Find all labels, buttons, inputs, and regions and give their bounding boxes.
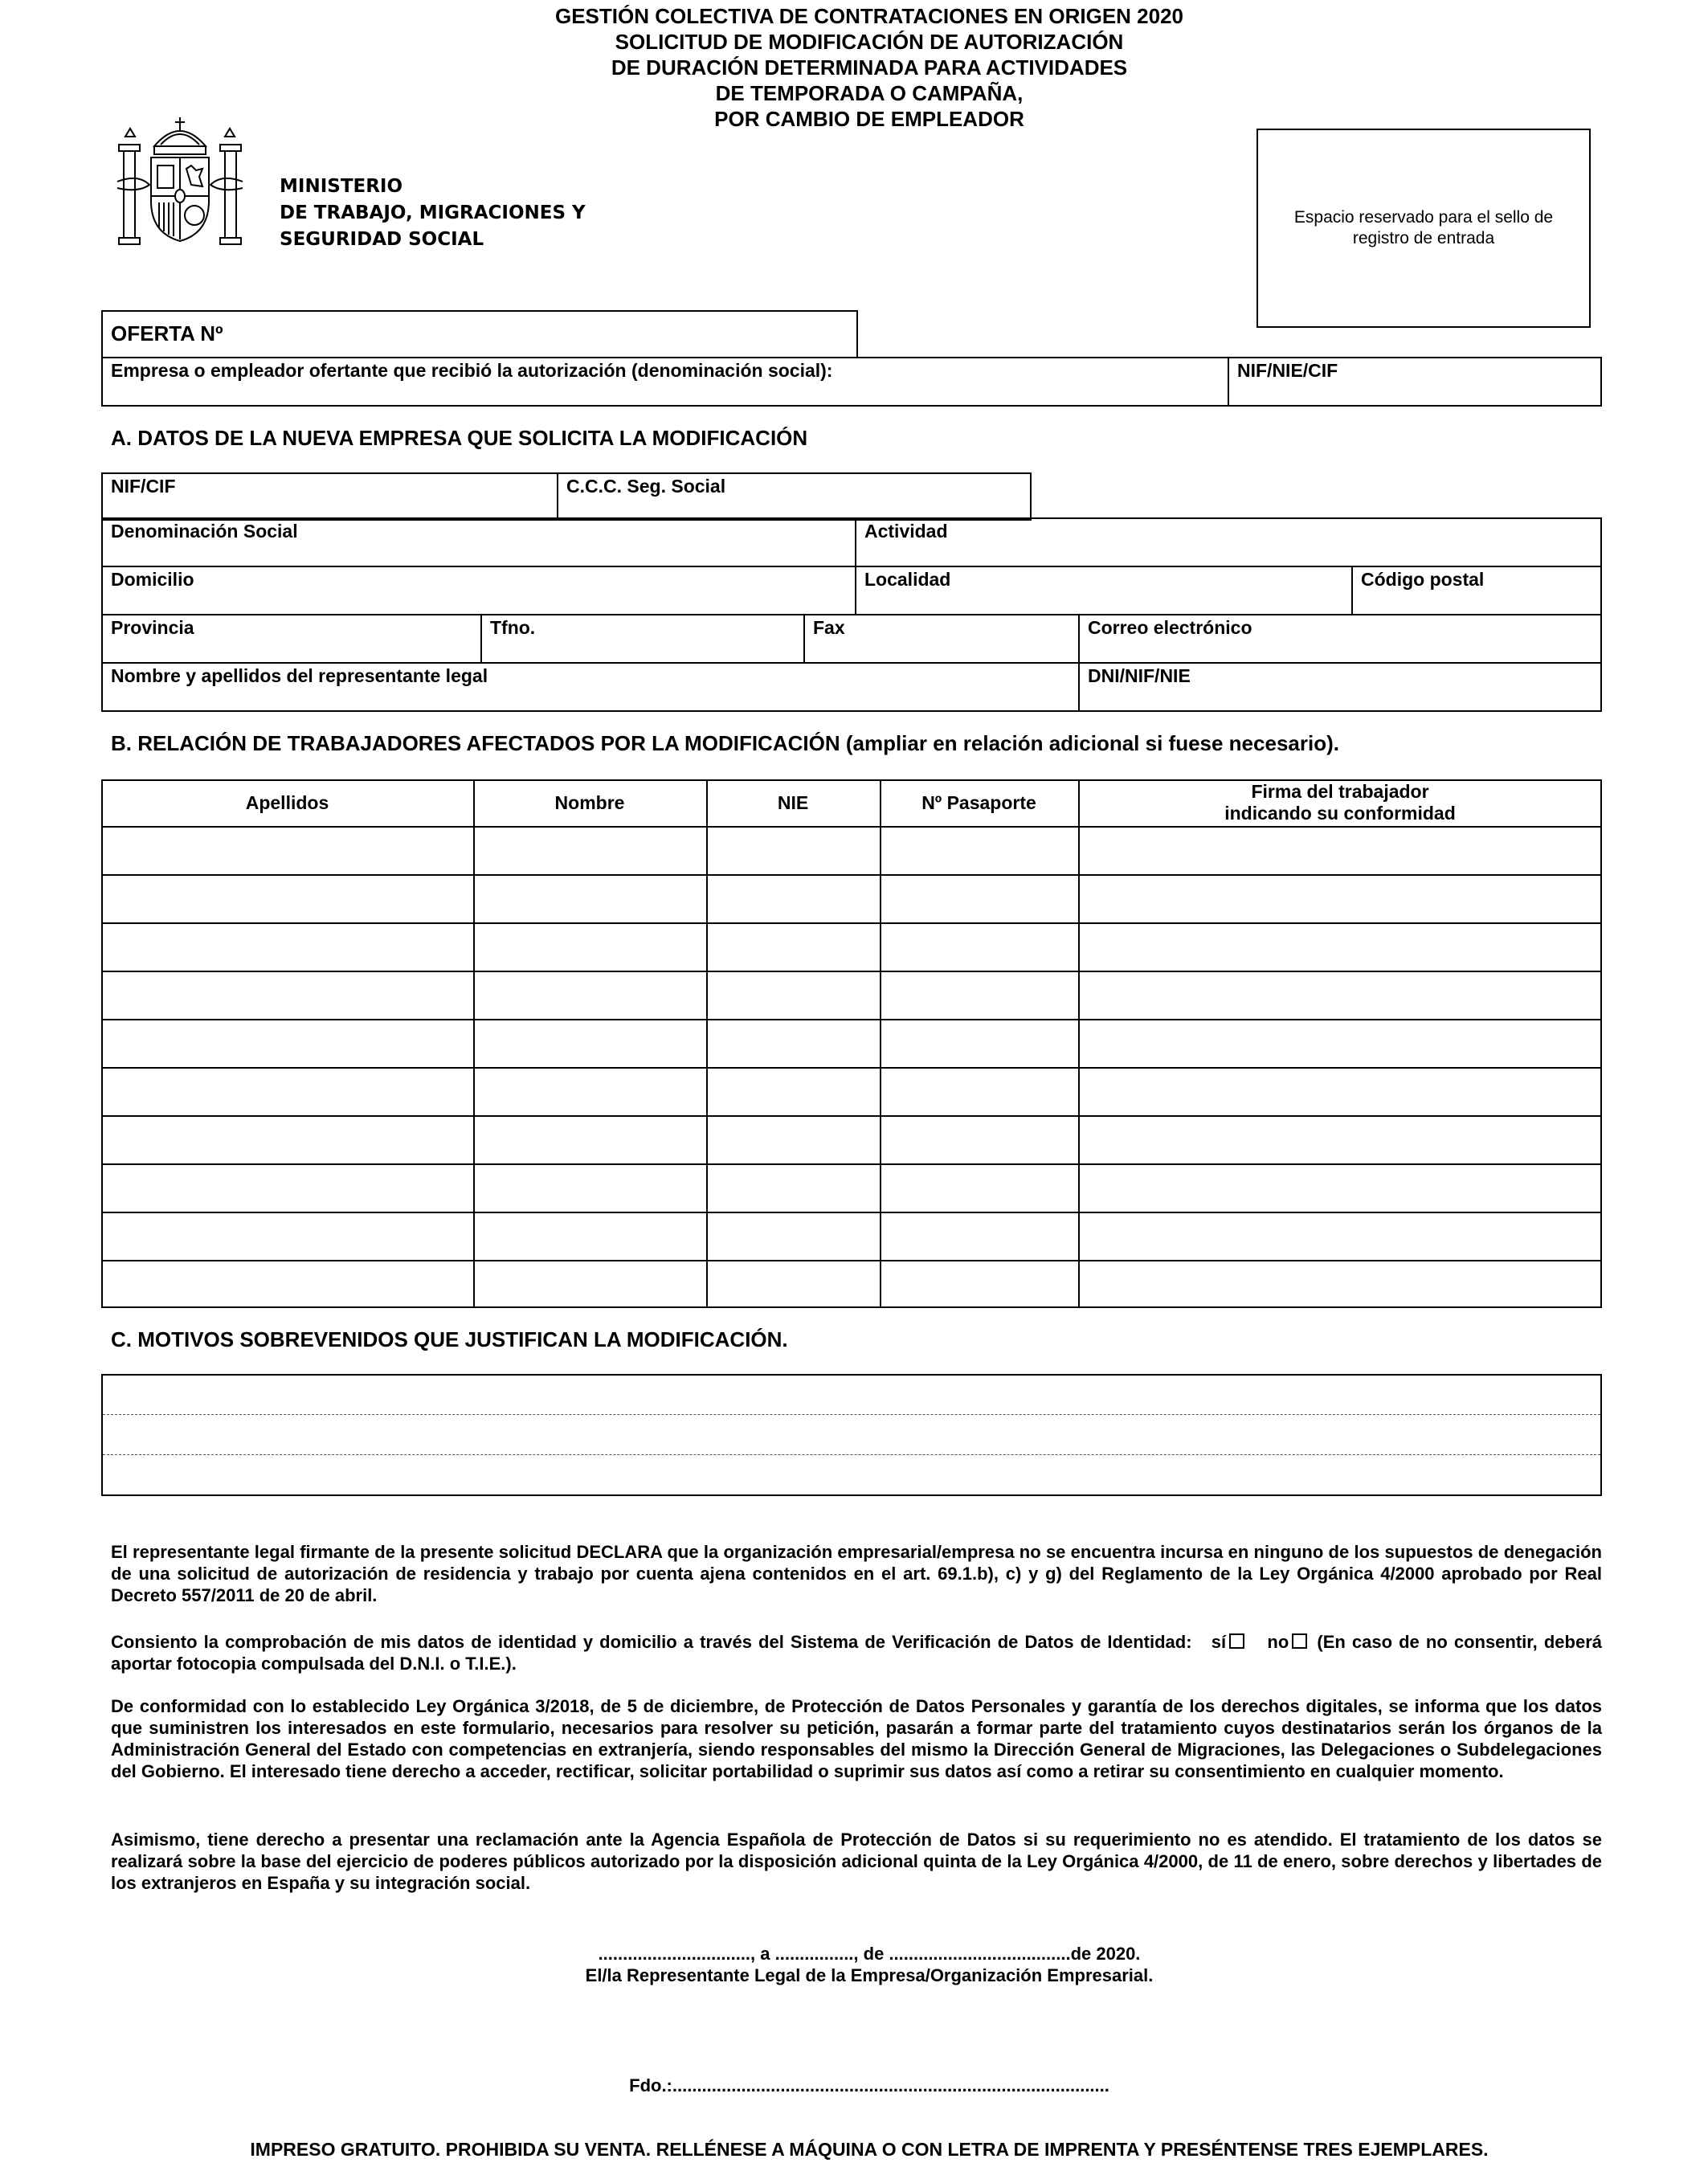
oferta-label: OFERTA Nº [111, 321, 223, 345]
ministry-line: DE TRABAJO, MIGRACIONES Y [280, 202, 586, 223]
title-line: DE TEMPORADA O CAMPAÑA, [715, 81, 1024, 105]
table-row[interactable] [101, 922, 1602, 972]
ccc-label: C.C.C. Seg. Social [566, 476, 726, 497]
section-b-title [111, 731, 1339, 755]
signature-line[interactable]: Fdo.:......................................................................................... [629, 2075, 1109, 2095]
table-row[interactable] [101, 874, 1602, 924]
section-b-heading: B. RELACIÓN DE TRABAJADORES AFECTADOS POR LA MODIFICACIÓN [111, 731, 840, 755]
title-line: POR CAMBIO DE EMPLEADOR [714, 107, 1024, 131]
fax-label: Fax [813, 617, 845, 638]
table-row[interactable] [101, 826, 1602, 876]
actividad-label: Actividad [864, 521, 948, 542]
declaration-paragraph: El representante legal firmante de la presente solicitud DECLARA que la organización empresarial/empresa no se encuentra incursa en ninguno de los supuestos de denegación de una solicitud de autorización de residencia y trabajo por cuenta ajena contenidos en el art. 69.1.b), c) y g) del Reglamento de la Ley Orgánica 4/2000 aprobado por Real Decreto 557/2011 de 20 de abril. [111, 1542, 1602, 1605]
table-row[interactable] [101, 1163, 1602, 1213]
dotted-line [103, 1414, 1600, 1415]
tfno-label: Tfno. [490, 617, 536, 638]
spain-coat-of-arms-icon [114, 112, 246, 249]
localidad-label: Localidad [864, 569, 951, 590]
divider [101, 662, 1602, 664]
table-row[interactable] [101, 1067, 1602, 1117]
ministry-line: SEGURIDAD SOCIAL [280, 229, 484, 250]
consent-no-checkbox[interactable] [1292, 1633, 1307, 1649]
motivos-textarea[interactable] [101, 1374, 1602, 1496]
nif-cif-label: NIF/CIF [111, 476, 176, 497]
provincia-label: Provincia [111, 617, 194, 638]
divider [1078, 614, 1080, 712]
section-b-note: (ampliar en relación adicional si fuese necesario). [845, 731, 1339, 755]
ministry-line: MINISTERIO [280, 176, 403, 197]
divider [1228, 357, 1229, 407]
stamp-box-text: Espacio reservado para el sello de registro de entrada [1293, 208, 1554, 247]
empresa-nif-label: NIF/NIE/CIF [1237, 360, 1338, 381]
denominacion-label: Denominación Social [111, 521, 298, 542]
column-header-nombre: Nombre [554, 791, 625, 813]
section-c-title: C. MOTIVOS SOBREVENIDOS QUE JUSTIFICAN LA MODIFICACIÓN. [111, 1327, 788, 1351]
consent-paragraph [111, 1631, 1602, 1674]
title-line: GESTIÓN COLECTIVA DE CONTRATACIONES EN ORIGEN 2020 [554, 4, 1184, 28]
column-header-pasaporte: Nº Pasaporte [921, 791, 1036, 813]
consent-note: (En caso de no consentir, deberá aportar fotocopia compulsada del D.N.I. o T.I.E.). [111, 1632, 1602, 1674]
section-a-title: A. DATOS DE LA NUEVA EMPRESA QUE SOLICITA LA MODIFICACIÓN [111, 426, 808, 450]
consent-yes-label: sí [1211, 1632, 1227, 1652]
table-row[interactable] [101, 1212, 1602, 1261]
dotted-line [103, 1454, 1600, 1455]
signer-role: El/la Representante Legal de la Empresa/Organización Empresarial. [585, 1965, 1154, 1985]
consent-text: Consiento la comprobación de mis datos de identidad y domicilio a través del Sistema de Verificación de Datos de Identidad: [111, 1632, 1192, 1652]
divider [855, 517, 856, 614]
consent-yes-checkbox[interactable] [1229, 1633, 1244, 1649]
divider [1351, 566, 1353, 614]
column-header-nie: NIE [777, 791, 809, 813]
codigo-postal-label: Código postal [1361, 569, 1485, 590]
correo-label: Correo electrónico [1088, 617, 1252, 638]
table-row[interactable] [101, 1115, 1602, 1165]
date-line[interactable]: ..............................., a ................, de .....................................de 2020. [598, 1944, 1141, 1964]
domicilio-label: Domicilio [111, 569, 194, 590]
registry-stamp-box [1256, 129, 1591, 328]
table-row[interactable] [101, 971, 1602, 1020]
divider [101, 566, 1602, 567]
title-line: DE DURACIÓN DETERMINADA PARA ACTIVIDADES [611, 55, 1128, 80]
divider [803, 614, 805, 662]
divider [480, 614, 482, 662]
divider [101, 614, 1602, 615]
divider [557, 472, 558, 521]
table-row[interactable] [101, 1019, 1602, 1069]
form-title [0, 3, 1708, 132]
column-header-apellidos: Apellidos [245, 791, 329, 813]
representante-label: Nombre y apellidos del representante legal [111, 665, 488, 686]
consent-no-label: no [1267, 1632, 1289, 1652]
empresa-ofertante-label: Empresa o empleador ofertante que recibió la autorización (denominación social): [111, 360, 833, 381]
data-protection-paragraph: De conformidad con lo establecido Ley Orgánica 3/2018, de 5 de diciembre, de Protección de Datos Personales y garantía de los derechos digitales, se informa que los datos que suministren los interesados en este formulario, necesarios para resolver su petición, pasarán a formar parte del tratamiento cuyos destinatarios serán los órganos de la Administración General del Estado con competencias en extranjería, siendo responsables del mismo la Dirección General de Migraciones, las Delegaciones o Subdelegaciones del Gobierno. El interesado tiene derecho a acceder, rectificar, solicitar portabilidad o suprimir sus datos así como a retirar su consentimiento en cualquier momento. [111, 1696, 1602, 1781]
claim-rights-paragraph: Asimismo, tiene derecho a presentar una reclamación ante la Agencia Española de Protección de Datos si su requerimiento no es atendido. El tratamiento de los datos se realizará sobre la base del ejercicio de poderes públicos autorizado por la disposición adicional quinta de la Ley Orgánica 4/2000, de 11 de enero, sobre derechos y libertades de los extranjeros en España y su integración social. [111, 1830, 1602, 1893]
footer-notice: IMPRESO GRATUITO. PROHIBIDA SU VENTA. RELLÉNESE A MÁQUINA O CON LETRA DE IMPRENTA Y PRESÉNTENSE TRES EJEMPLARES. [250, 2139, 1489, 2160]
ministry-name [280, 174, 586, 253]
dni-label: DNI/NIF/NIE [1088, 665, 1191, 686]
title-line: SOLICITUD DE MODIFICACIÓN DE AUTORIZACIÓN [615, 30, 1124, 54]
table-row[interactable] [101, 1260, 1602, 1310]
column-header-firma: Firma del trabajador indicando su conformidad [1224, 781, 1456, 824]
